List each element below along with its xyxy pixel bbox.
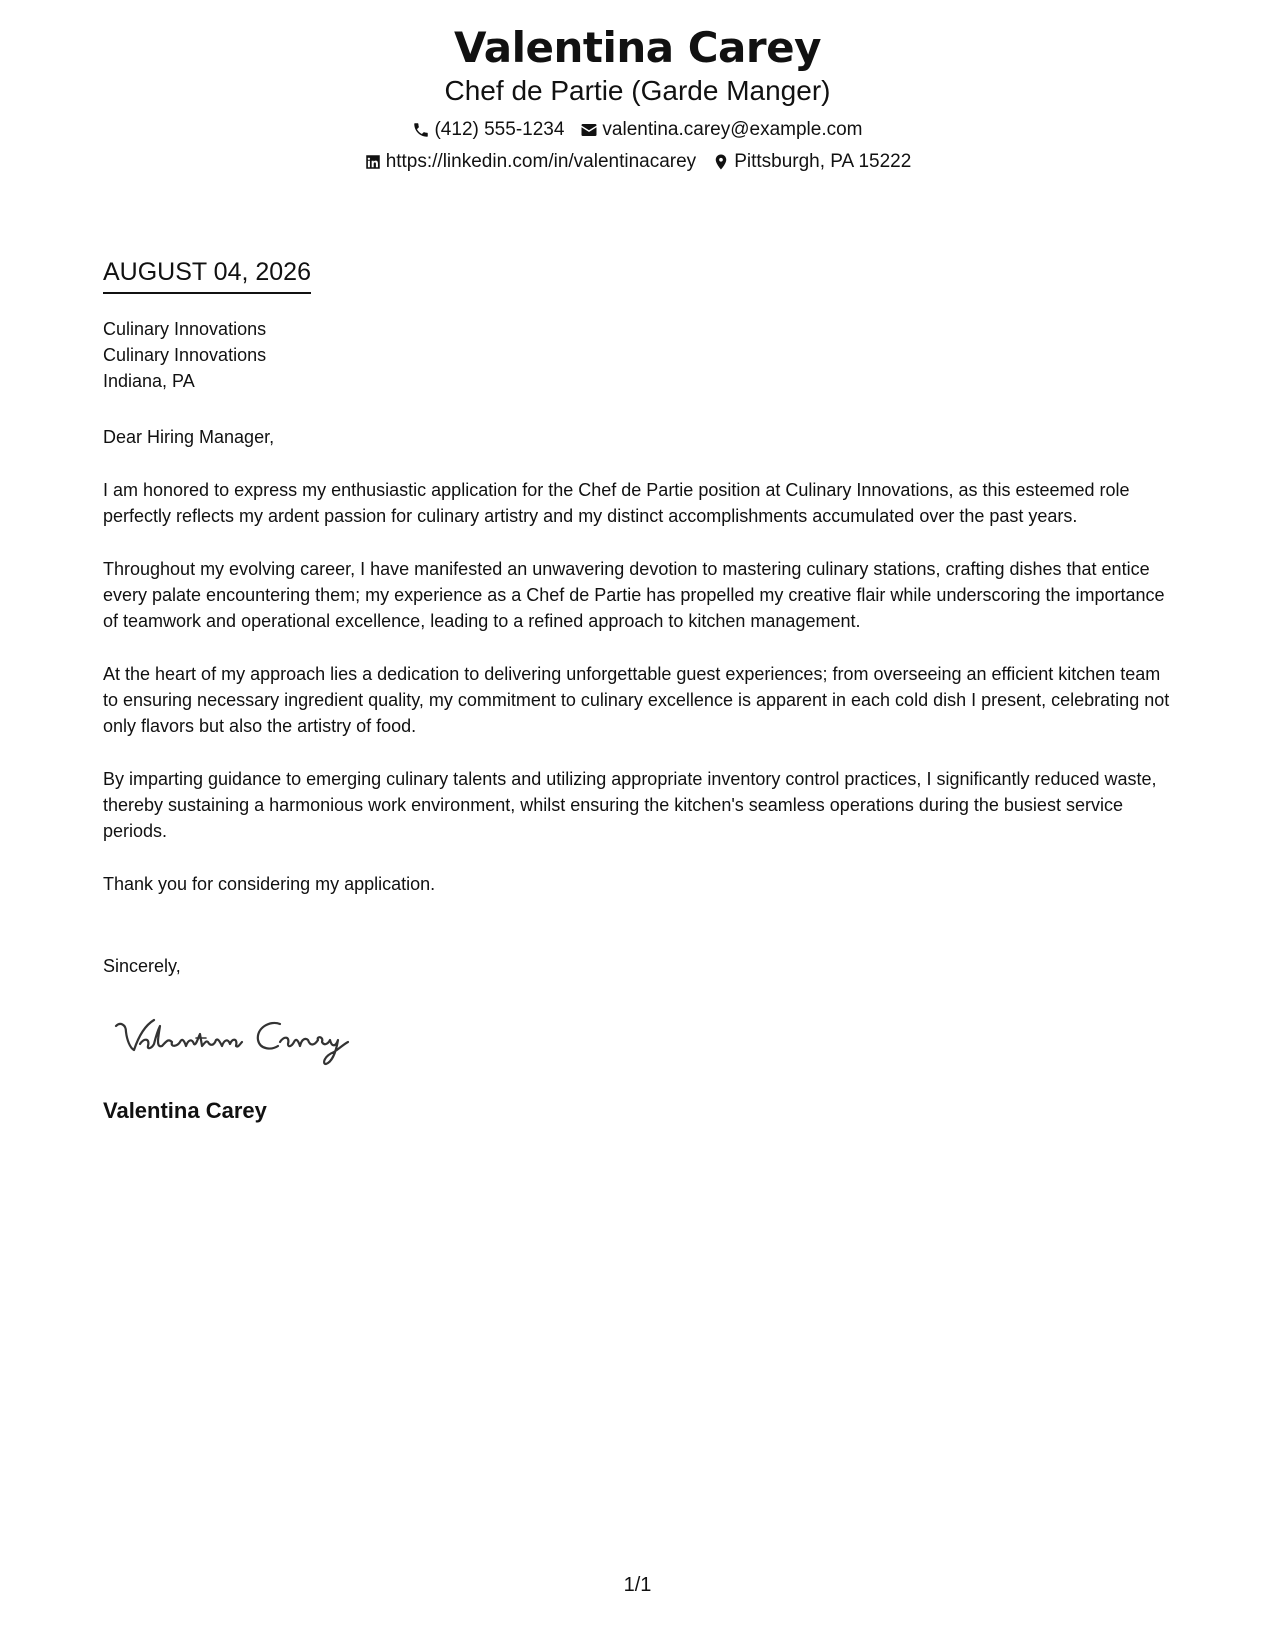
sign-off: Sincerely,	[103, 956, 181, 976]
body-paragraph: By imparting guidance to emerging culinary talents and utilizing appropriate inventory control practices, I significantly reduced waste, thereby sustaining a harmonious work environment, whilst ensuring the kitchen's seamless operations during the busiest service periods.	[103, 769, 1157, 841]
contact-location	[712, 150, 911, 174]
contact-row-primary	[0, 118, 1275, 142]
recipient-line: Indiana, PA	[103, 371, 195, 391]
letter-body	[103, 424, 1178, 897]
contact-row-secondary	[0, 150, 1275, 174]
applicant-name: Valentina Carey	[454, 23, 821, 72]
salutation: Dear Hiring Manager,	[103, 427, 275, 447]
contact-phone	[412, 118, 564, 142]
body-paragraph: At the heart of my approach lies a dedication to delivering unforgettable guest experiences; from overseeing an efficient kitchen team to ensuring necessary ingredient quality, my commitment to culinary excellence is apparent in each cold dish I present, celebrating not only flavors but also the artistry of food.	[103, 664, 1170, 736]
envelope-icon	[580, 121, 598, 139]
body-paragraph: I am honored to express my enthusiastic application for the Chef de Partie position at Culinary Innovations, as this esteemed role perfectly reflects my ardent passion for culinary artistry and my distinct accomplishments accumulated over the past years.	[103, 480, 1130, 526]
linkedin-icon	[364, 153, 382, 171]
map-marker-icon	[712, 153, 730, 171]
email-text: valentina.carey@example.com	[602, 119, 863, 140]
linkedin-text: https://linkedin.com/in/valentinacarey	[385, 151, 697, 172]
body-paragraph: Throughout my evolving career, I have manifested an unwavering devotion to mastering culinary stations, crafting dishes that entice every palate encountering them; my experience as a Chef de Partie has propelled my creative flair while underscoring the importance of teamwork and operational excellence, leading to a refined approach to kitchen management.	[103, 559, 1165, 631]
page-number: 1/1	[623, 1574, 652, 1596]
location-text: Pittsburgh, PA 15222	[734, 151, 912, 172]
contact-linkedin	[364, 150, 697, 174]
recipient-line: Culinary Innovations	[103, 319, 267, 339]
closing-line: Thank you for considering my application.	[103, 874, 436, 894]
letter-date: AUGUST 04, 2026	[103, 256, 311, 294]
handwritten-signature	[110, 1008, 370, 1068]
recipient-line: Culinary Innovations	[103, 345, 267, 365]
contact-email	[580, 118, 862, 142]
signer-name: Valentina Carey	[103, 1098, 267, 1123]
recipient-block	[103, 316, 266, 394]
phone-text: (412) 555-1234	[434, 119, 565, 140]
phone-icon	[412, 121, 430, 139]
letter-header	[0, 22, 1275, 174]
applicant-title: Chef de Partie (Garde Manger)	[444, 75, 831, 106]
